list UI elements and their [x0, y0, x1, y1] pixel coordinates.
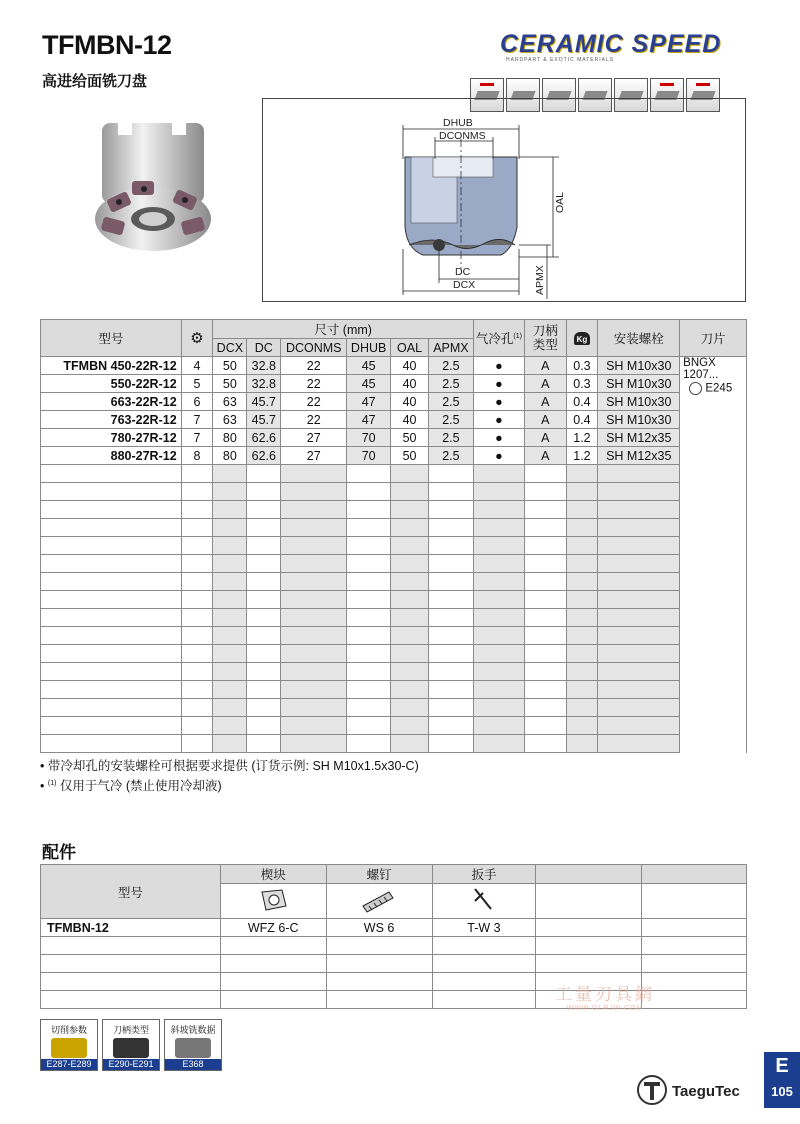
empty-row [41, 609, 747, 627]
spec-table [40, 319, 747, 753]
header-dcx: DCX [213, 339, 247, 357]
note-item: • 带冷却孔的安装螺栓可根据要求提供 (订货示例: SH M10x1.5x30-C) [40, 759, 419, 773]
acc-model-cell: TFMBN-12 [41, 919, 221, 937]
type-cell: A [524, 393, 566, 411]
ramping-data-icon [175, 1038, 211, 1058]
header-insert: 刀片 [680, 320, 747, 357]
arbor-icon [113, 1038, 149, 1058]
header-coolant: 气冷孔$^{(1)}$ [473, 320, 524, 357]
dconms-cell: 27 [281, 447, 347, 465]
coolant-cell: ● [473, 357, 524, 375]
coolant-cell: ● [473, 393, 524, 411]
oal-cell: 50 [391, 447, 429, 465]
dconms-cell: 22 [281, 375, 347, 393]
apmx-cell: 2.5 [428, 375, 473, 393]
empty-row [41, 627, 747, 645]
header-dhub: DHUB [347, 339, 391, 357]
page-title: TFMBN-12 [42, 30, 172, 60]
table-row [41, 919, 747, 937]
page-number: 105 [771, 1084, 793, 1099]
empty-row [41, 699, 747, 717]
page-subtitle: 高进给面铣刀盘 [42, 73, 148, 90]
screw-cell: SH M10x30 [598, 375, 680, 393]
weight-cell: 1.2 [566, 447, 598, 465]
wrench-cell: T-W 3 [432, 919, 536, 937]
header-dimensions: 尺寸 (mm) [213, 320, 473, 339]
header-dconms: DCONMS [281, 339, 347, 357]
empty-row [41, 501, 747, 519]
coolant-cell: ● [473, 429, 524, 447]
type-cell: A [524, 375, 566, 393]
apmx-cell: 2.5 [428, 429, 473, 447]
teeth-cell: 7 [181, 429, 213, 447]
model-cell: 880-27R-12 [41, 447, 182, 465]
apmx-cell: 2.5 [428, 411, 473, 429]
table-row [41, 429, 747, 447]
dconms-cell: 27 [281, 429, 347, 447]
table-row [41, 411, 747, 429]
ref-cutting-data[interactable]: 切削参数 E287-E289 [40, 1019, 98, 1071]
dcx-cell: 63 [213, 393, 247, 411]
dc-cell: 62.6 [247, 447, 281, 465]
weight-cell: 0.4 [566, 393, 598, 411]
type-cell: A [524, 429, 566, 447]
insert-cell [680, 357, 747, 753]
wedge-cell: WFZ 6-C [220, 919, 326, 937]
empty-row [41, 537, 747, 555]
empty-row [41, 483, 747, 501]
page-tab [764, 1052, 800, 1108]
brand-logo-text: CERAMIC SPEED [500, 30, 722, 58]
model-cell: 550-22R-12 [41, 375, 182, 393]
header-dc: DC [247, 339, 281, 357]
weight-cell: 0.4 [566, 411, 598, 429]
empty-row [41, 735, 747, 753]
oal-cell: 40 [391, 357, 429, 375]
weight-cell: 0.3 [566, 357, 598, 375]
notes [40, 758, 419, 795]
screw-cell: SH M12x35 [598, 447, 680, 465]
header-apmx: APMX [428, 339, 473, 357]
type-cell: A [524, 357, 566, 375]
cutter-photo [88, 115, 218, 255]
table-row [41, 393, 747, 411]
oal-cell: 40 [391, 375, 429, 393]
model-cell: TFMBN 450-22R-12 [41, 357, 182, 375]
empty-row [41, 645, 747, 663]
dconms-cell: 22 [281, 393, 347, 411]
dc-cell: 45.7 [247, 393, 281, 411]
acc-header-wrench: 扳手 [432, 865, 536, 884]
accessories-heading: 配件 [42, 843, 76, 862]
dhub-cell: 70 [347, 429, 391, 447]
dcx-cell: 50 [213, 357, 247, 375]
model-cell: 663-22R-12 [41, 393, 182, 411]
header-screw: 安装螺栓 [598, 320, 680, 357]
screw-cell: SH M10x30 [598, 411, 680, 429]
coolant-cell: ● [473, 411, 524, 429]
apmx-cell: 2.5 [428, 357, 473, 375]
weight-cell: 1.2 [566, 429, 598, 447]
dcx-cell: 50 [213, 375, 247, 393]
technical-drawing [262, 98, 746, 302]
model-cell: 780-27R-12 [41, 429, 182, 447]
oal-cell: 40 [391, 411, 429, 429]
table-row [41, 447, 747, 465]
model-cell: 763-22R-12 [41, 411, 182, 429]
teeth-cell: 6 [181, 393, 213, 411]
teeth-cell: 7 [181, 411, 213, 429]
empty-row [41, 591, 747, 609]
dim-label-dcx: DCX [453, 279, 476, 291]
reference-links [40, 1019, 222, 1071]
apmx-cell: 2.5 [428, 447, 473, 465]
dim-label-apmx: APMX [534, 265, 546, 295]
dhub-cell: 45 [347, 357, 391, 375]
empty-row [41, 663, 747, 681]
header-model: 型号 [41, 320, 182, 357]
table-row [41, 375, 747, 393]
dhub-cell: 47 [347, 411, 391, 429]
wedge-icon [220, 884, 326, 919]
apmx-cell: 2.5 [428, 393, 473, 411]
dhub-cell: 47 [347, 393, 391, 411]
dim-label-dhub: DHUB [443, 117, 473, 129]
oal-cell: 40 [391, 393, 429, 411]
teeth-cell: 5 [181, 375, 213, 393]
empty-row [41, 681, 747, 699]
magnifier-icon [689, 382, 702, 395]
screw-icon [326, 884, 432, 919]
ceramic-speed-logo [500, 30, 750, 70]
empty-row [41, 519, 747, 537]
watermark: 工量刃具網 WWW.GLRJW.COM [555, 985, 655, 1012]
weight-icon: Kg [566, 320, 598, 357]
section-letter: E [775, 1055, 789, 1077]
cutting-data-icon [51, 1038, 87, 1058]
oal-cell: 50 [391, 429, 429, 447]
table-row [41, 357, 747, 375]
screw-cell: WS 6 [326, 919, 432, 937]
teeth-cell: 4 [181, 357, 213, 375]
screw-cell: SH M10x30 [598, 357, 680, 375]
dhub-cell: 70 [347, 447, 391, 465]
type-cell: A [524, 411, 566, 429]
dconms-cell: 22 [281, 357, 347, 375]
wrench-icon [432, 884, 536, 919]
dcx-cell: 80 [213, 447, 247, 465]
dhub-cell: 45 [347, 375, 391, 393]
brand-tagline: HARDPART & EXOTIC MATERIALS [506, 57, 615, 63]
dc-cell: 62.6 [247, 429, 281, 447]
teeth-count-icon: ⚙ [181, 320, 213, 357]
ref-arbor-type[interactable]: 刀柄类型 E290-E291 [102, 1019, 160, 1071]
dcx-cell: 80 [213, 429, 247, 447]
empty-row [41, 573, 747, 591]
empty-row [41, 465, 747, 483]
insert-name: BNGX [683, 357, 716, 369]
empty-row [41, 717, 747, 735]
dim-label-oal: OAL [554, 191, 566, 213]
screw-cell: SH M12x35 [598, 429, 680, 447]
taegutec-emblem-icon [636, 1074, 668, 1106]
dc-cell: 32.8 [247, 375, 281, 393]
header-arbor-type: 刀柄类型 [524, 320, 566, 357]
type-cell: A [524, 447, 566, 465]
dconms-cell: 22 [281, 411, 347, 429]
taegutec-logo: TaeguTec [636, 1074, 756, 1108]
note-item: • $^{(1)}$ 仅用于气冷 (禁止使用冷却液) [40, 779, 222, 794]
header-oal: OAL [391, 339, 429, 357]
dc-cell: 45.7 [247, 411, 281, 429]
screw-cell: SH M10x30 [598, 393, 680, 411]
dcx-cell: 63 [213, 411, 247, 429]
ref-ramping-data[interactable]: 斜坡铣数据 E368 [164, 1019, 222, 1071]
dim-label-dconms: DCONMS [439, 130, 486, 142]
coolant-cell: ● [473, 375, 524, 393]
weight-cell: 0.3 [566, 375, 598, 393]
teeth-cell: 8 [181, 447, 213, 465]
insert-grade: 1207... [683, 369, 719, 381]
acc-header-wedge: 楔块 [220, 865, 326, 884]
dc-cell: 32.8 [247, 357, 281, 375]
dim-label-dc: DC [455, 266, 471, 278]
insert-page-ref[interactable]: E245 [683, 382, 744, 395]
acc-header-screw: 螺钉 [326, 865, 432, 884]
coolant-cell: ● [473, 447, 524, 465]
acc-header-model: 型号 [41, 865, 221, 919]
empty-row [41, 555, 747, 573]
